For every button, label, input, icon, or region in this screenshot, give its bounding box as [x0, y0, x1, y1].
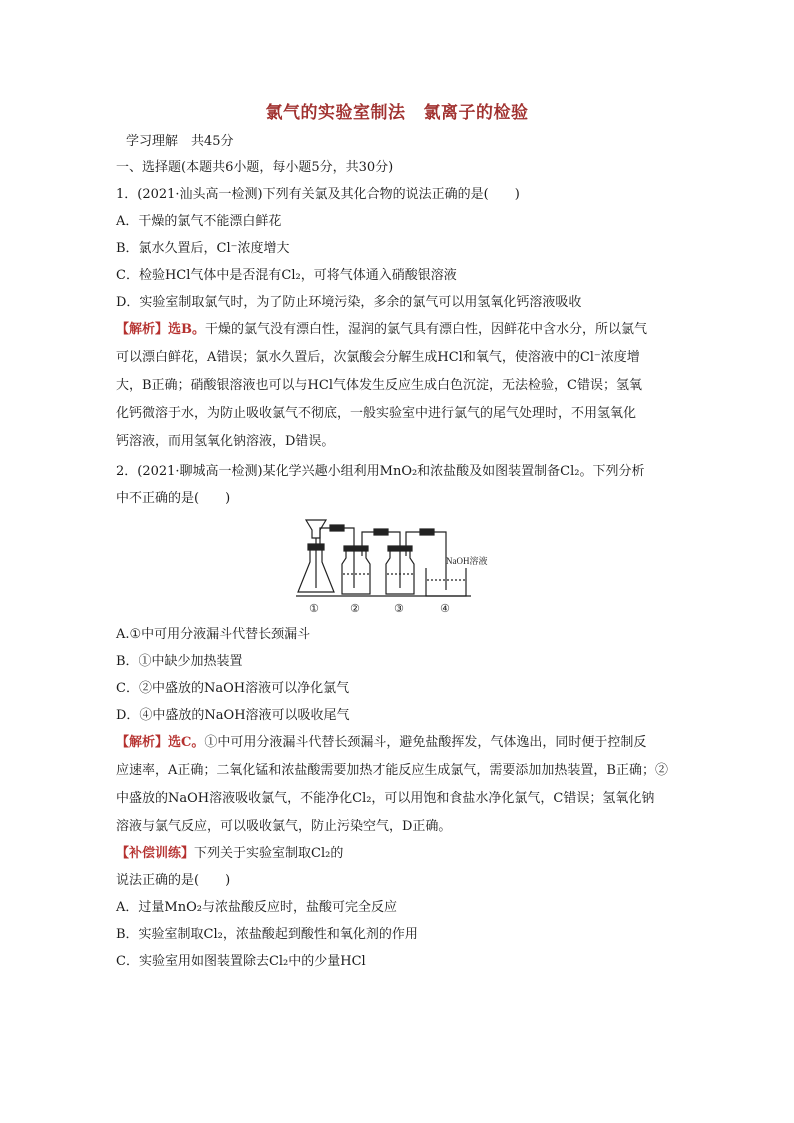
title-right: 氯离子的检验: [423, 103, 529, 123]
q1-analysis-line: 钙溶液，而用氢氧化钠溶液，D错误。: [116, 434, 335, 449]
q3-stem-line2: 说法正确的是( ): [116, 873, 231, 888]
q2-analysis-line: 应速率，A正确；二氧化锰和浓盐酸需要加热才能反应生成氯气，需要添加加热装置，B正确；②: [116, 763, 668, 778]
q1-analysis-line: 可以漂白鲜花，A错误；氯水久置后，次氯酸会分解生成HCl和氧气，使溶液中的Cl⁻浓度增: [116, 350, 640, 365]
naoh-label: NaOH溶液: [446, 556, 488, 566]
q1-answer: 选B。: [168, 322, 206, 337]
q2-stem-line2: 中不正确的是( ): [116, 491, 231, 506]
q1-option-a: A．干燥的氯气不能漂白鲜花: [116, 214, 282, 229]
apparatus-figure: [296, 518, 506, 618]
q2-option-b: B．①中缺少加热装置: [116, 654, 243, 669]
q1-option-d: D．实验室制取氯气时，为了防止环境污染，多余的氯气可以用氢氧化钙溶液吸收: [116, 295, 582, 310]
q2-analysis: [116, 729, 676, 841]
q2-answer: 选C。: [168, 735, 205, 750]
q1-analysis-tag: 【解析】: [116, 322, 169, 337]
rubber-joint: [330, 525, 344, 531]
bottle-2-stopper: [344, 546, 368, 551]
q1-stem: 1．(2021·汕头高一检测)下列有关氯及其化合物的说法正确的是( ): [116, 187, 520, 202]
q2-option-d: D．④中盛放的NaOH溶液可以吸收尾气: [116, 708, 350, 723]
q2-analysis-line: 中盛放的NaOH溶液吸收氯气，不能净化Cl₂，可以用饱和食盐水净化氯气，C错误；氢氧化钠: [116, 791, 655, 806]
funnel-shape: [306, 520, 326, 538]
figure-num: ①: [309, 602, 319, 615]
q2-option-c: C．②中盛放的NaOH溶液可以净化氯气: [116, 681, 350, 696]
q2-stem-line1: 2．(2021·聊城高一检测)某化学兴趣小组利用MnO₂和浓盐酸及如图装置制备Cl₂。下列分析: [116, 464, 645, 479]
q2-analysis-line: 溶液与氯气反应，可以吸收氯气，防止污染空气，D正确。: [116, 819, 452, 834]
page-title: [0, 98, 794, 123]
q1-option-b: B．氯水久置后，Cl⁻浓度增大: [116, 241, 290, 256]
q3-stem-text: 下列关于实验室制取Cl₂的: [194, 846, 344, 861]
q2-analysis-tag: 【解析】: [116, 735, 169, 750]
figure-num: ②: [350, 602, 360, 615]
q1-analysis-line: 化钙微溶于水，为防止吸收氯气不彻底，一般实验室中进行氯气的尾气处理时，不用氢氧化: [116, 406, 637, 421]
apparatus-diagram: [296, 518, 506, 618]
figure-num: ④: [440, 602, 450, 615]
flask-stopper: [308, 544, 324, 550]
q1-analysis-text: 干燥的氯气没有漂白性，湿润的氯气具有漂白性，因鲜花中含水分，所以氯气: [205, 322, 648, 337]
q1-analysis-line: [116, 316, 676, 344]
section-subtitle: 学习理解 共45分: [126, 134, 234, 149]
q2-option-a: A.①中可用分液漏斗代替长颈漏斗: [116, 627, 311, 642]
rubber-joint: [420, 529, 434, 535]
q2-analysis-line: [116, 729, 676, 757]
rubber-joint: [374, 529, 388, 535]
q3-stem-line1: [116, 844, 343, 864]
q3-tag: 【补偿训练】: [116, 846, 195, 861]
q1-option-c: C．检验HCl气体中是否混有Cl₂，可将气体通入硝酸银溶液: [116, 268, 457, 283]
q3-option-a: A．过量MnO₂与浓盐酸反应时，盐酸可完全反应: [116, 900, 397, 915]
figure-num: ③: [394, 602, 404, 615]
q3-option-c: C．实验室用如图装置除去Cl₂中的少量HCl: [116, 954, 366, 969]
q1-analysis: [116, 316, 676, 456]
q3-option-b: B．实验室制取Cl₂，浓盐酸起到酸性和氧化剂的作用: [116, 927, 418, 942]
title-left: 氯气的实验室制法: [265, 103, 406, 123]
q2-analysis-text: ①中可用分液漏斗代替长颈漏斗，避免盐酸挥发，气体逸出，同时便于控制反: [204, 735, 647, 750]
section-heading: 一、选择题(本题共6小题，每小题5分，共30分): [116, 160, 394, 175]
q1-analysis-line: 大，B正确；硝酸银溶液也可以与HCl气体发生反应生成白色沉淀，无法检验，C错误；氢氧: [116, 378, 642, 393]
bottle-2-shape: [342, 550, 370, 594]
